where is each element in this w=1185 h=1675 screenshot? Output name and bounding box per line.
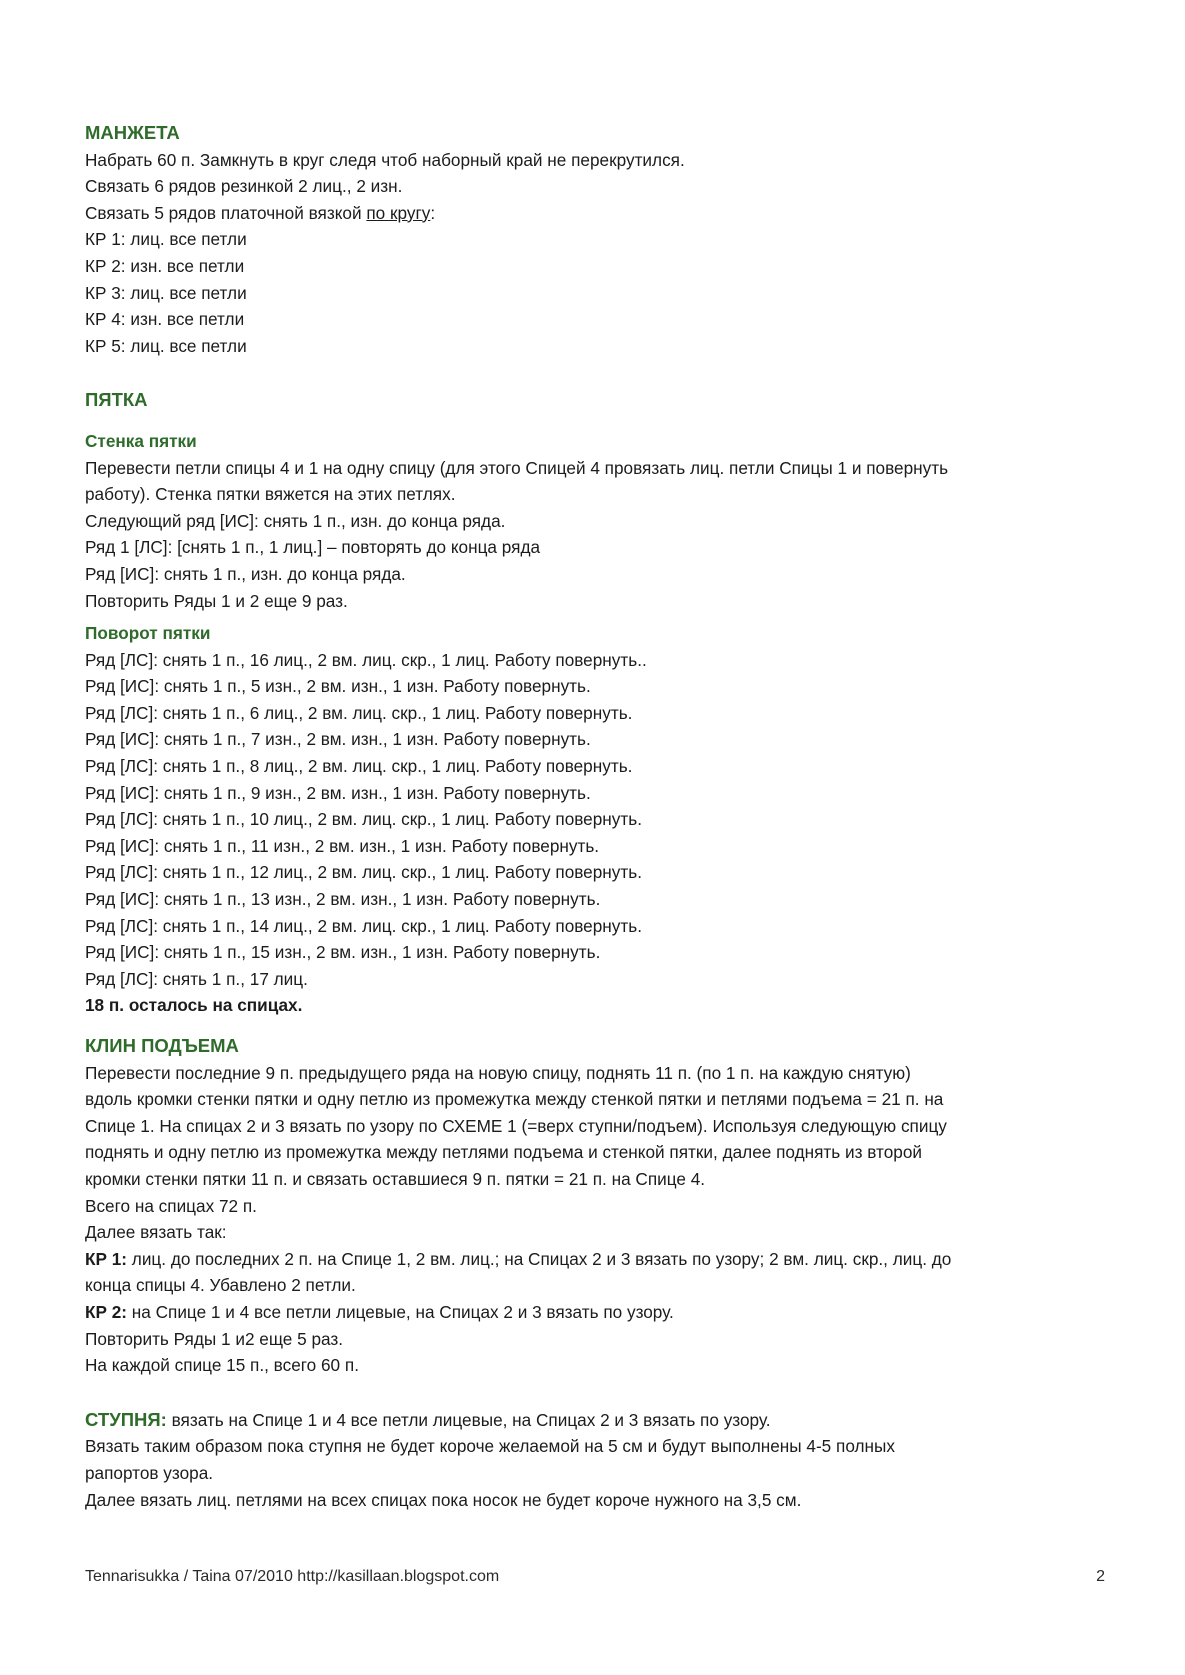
gusset-kr1-cont: конца спицы 4. Убавлено 2 петли. <box>85 1275 356 1296</box>
heel-turn-row: Ряд [ИС]: снять 1 п., 7 изн., 2 вм. изн., 1 изн. Работу повернуть. <box>85 729 591 750</box>
cuff-round: КР 1: лиц. все петли <box>85 229 247 250</box>
gusset-line: Всего на спицах 72 п. <box>85 1195 257 1216</box>
heel-turn-row: Ряд [ЛС]: снять 1 п., 6 лиц., 2 вм. лиц. скр., 1 лиц. Работу повернуть. <box>85 702 633 723</box>
heel-wall-line: Перевести петли спицы 4 и 1 на одну спицу (для этого Спицей 4 провязать лиц. петли Спицы 1 и повернуть <box>85 457 949 478</box>
heel-turn-row: Ряд [ИС]: снять 1 п., 5 изн., 2 вм. изн., 1 изн. Работу повернуть. <box>85 676 591 697</box>
heel-turn-row: Ряд [ЛС]: снять 1 п., 17 лиц. <box>85 968 308 989</box>
foot-first-text: вязать на Спице 1 и 4 все петли лицевые, на Спицах 2 и 3 вязать по узору. <box>166 1409 771 1430</box>
kr1-text: лиц. до последних 2 п. на Спице 1, 2 вм. лиц.; на Спицах 2 и 3 вязать по узору; 2 вм. лиц. скр., лиц. до <box>127 1248 952 1269</box>
heel-turn-row: Ряд [ЛС]: снять 1 п., 12 лиц., 2 вм. лиц. скр., 1 лиц. Работу повернуть. <box>85 862 642 883</box>
page-number: 2 <box>1096 1568 1105 1585</box>
page-footer <box>85 1568 1105 1586</box>
cuff-line: Связать 6 рядов резинкой 2 лиц., 2 изн. <box>85 176 403 197</box>
heel-wall-line: Ряд 1 [ЛС]: [снять 1 п., 1 лиц.] – повторять до конца ряда <box>85 537 541 558</box>
heel-turn-row: Ряд [ИС]: снять 1 п., 11 изн., 2 вм. изн., 1 изн. Работу повернуть. <box>85 835 600 856</box>
foot-line: рапортов узора. <box>85 1462 214 1483</box>
heel-heading: ПЯТКА <box>85 389 148 411</box>
cuff-round: КР 4: изн. все петли <box>85 309 245 330</box>
heel-wall-line: Ряд [ИС]: снять 1 п., изн. до конца ряда. <box>85 563 406 584</box>
cuff-round: КР 5: лиц. все петли <box>85 335 247 356</box>
gusset-tail: Повторить Ряды 1 и2 еще 5 раз. <box>85 1328 344 1349</box>
gusset-kr1 <box>85 1246 1115 1273</box>
heel-turn-summary: 18 п. осталось на спицах. <box>85 995 303 1016</box>
garter-suffix: : <box>430 202 436 223</box>
heel-turn-row: Ряд [ИС]: снять 1 п., 15 изн., 2 вм. изн., 1 изн. Работу повернуть. <box>85 942 601 963</box>
garter-prefix: Связать 5 рядов платочной вязкой <box>85 202 367 223</box>
heel-wall-line: работу). Стенка пятки вяжется на этих петлях. <box>85 484 456 505</box>
cuff-garter-line <box>85 200 1115 227</box>
kr2-label: КР 2: <box>85 1301 128 1322</box>
gusset-line: вдоль кромки стенки пятки и одну петлю из промежутка между стенкой пятки и петлями подъема = 21 п. на <box>85 1089 944 1110</box>
kr1-label: КР 1: <box>85 1248 128 1269</box>
heel-wall-heading: Стенка пятки <box>85 430 197 451</box>
heel-turn-row: Ряд [ЛС]: снять 1 п., 8 лиц., 2 вм. лиц. скр., 1 лиц. Работу повернуть. <box>85 756 633 777</box>
heel-turn-heading: Поворот пятки <box>85 623 211 644</box>
cuff-heading: МАНЖЕТА <box>85 122 180 143</box>
gusset-line: Далее вязать так: <box>85 1222 227 1243</box>
gusset-line: Перевести последние 9 п. предыдущего ряда на новую спицу, поднять 11 п. (по 1 п. на каждую снятую) <box>85 1062 911 1083</box>
cuff-round: КР 2: изн. все петли <box>85 255 245 276</box>
heel-turn-row: Ряд [ЛС]: снять 1 п., 10 лиц., 2 вм. лиц. скр., 1 лиц. Работу повернуть. <box>85 809 642 830</box>
heel-turn-row: Ряд [ЛС]: снять 1 п., 14 лиц., 2 вм. лиц. скр., 1 лиц. Работу повернуть. <box>85 915 642 936</box>
heel-turn-row: Ряд [ИС]: снять 1 п., 13 изн., 2 вм. изн., 1 изн. Работу повернуть. <box>85 889 601 910</box>
footer-source: Tennarisukka / Taina 07/2010 http://kasillaan.blogspot.com <box>85 1568 500 1585</box>
heel-turn-row: Ряд [ИС]: снять 1 п., 9 изн., 2 вм. изн., 1 изн. Работу повернуть. <box>85 782 591 803</box>
kr2-text: на Спице 1 и 4 все петли лицевые, на Спицах 2 и 3 вязать по узору. <box>127 1301 674 1322</box>
foot-first-line <box>85 1407 1115 1434</box>
garter-underlined: по кругу <box>366 202 431 223</box>
heel-turn-row: Ряд [ЛС]: снять 1 п., 16 лиц., 2 вм. лиц. скр., 1 лиц. Работу повернуть.. <box>85 649 647 670</box>
heel-wall-line: Следующий ряд [ИС]: снять 1 п., изн. до конца ряда. <box>85 510 506 531</box>
gusset-kr2 <box>85 1299 1115 1326</box>
foot-heading: СТУПНЯ: <box>85 1408 167 1430</box>
gusset-line: поднять и одну петлю из промежутка между петлями подъема и стенкой пятки, далее поднять из второй <box>85 1142 922 1163</box>
foot-line: Далее вязать лиц. петлями на всех спицах пока носок не будет короче нужного на 3,5 см. <box>85 1489 802 1510</box>
document-page <box>85 120 1115 1513</box>
heel-wall-line: Повторить Ряды 1 и 2 еще 9 раз. <box>85 590 348 611</box>
gusset-line: кромки стенки пятки 11 п. и связать оставшиеся 9 п. пятки = 21 п. на Спице 4. <box>85 1168 706 1189</box>
cuff-line: Набрать 60 п. Замкнуть в круг следя чтоб наборный край не перекрутился. <box>85 149 685 170</box>
gusset-line: Спице 1. На спицах 2 и 3 вязать по узору по СХЕМЕ 1 (=верх ступни/подъем). Используя следующую спицу <box>85 1115 947 1136</box>
gusset-tail: На каждой спице 15 п., всего 60 п. <box>85 1355 359 1376</box>
cuff-round: КР 3: лиц. все петли <box>85 282 247 303</box>
foot-line: Вязать таким образом пока ступня не будет короче желаемой на 5 см и будут выполнены 4-5 полных <box>85 1436 895 1457</box>
gusset-heading: КЛИН ПОДЪЕМА <box>85 1035 239 1056</box>
